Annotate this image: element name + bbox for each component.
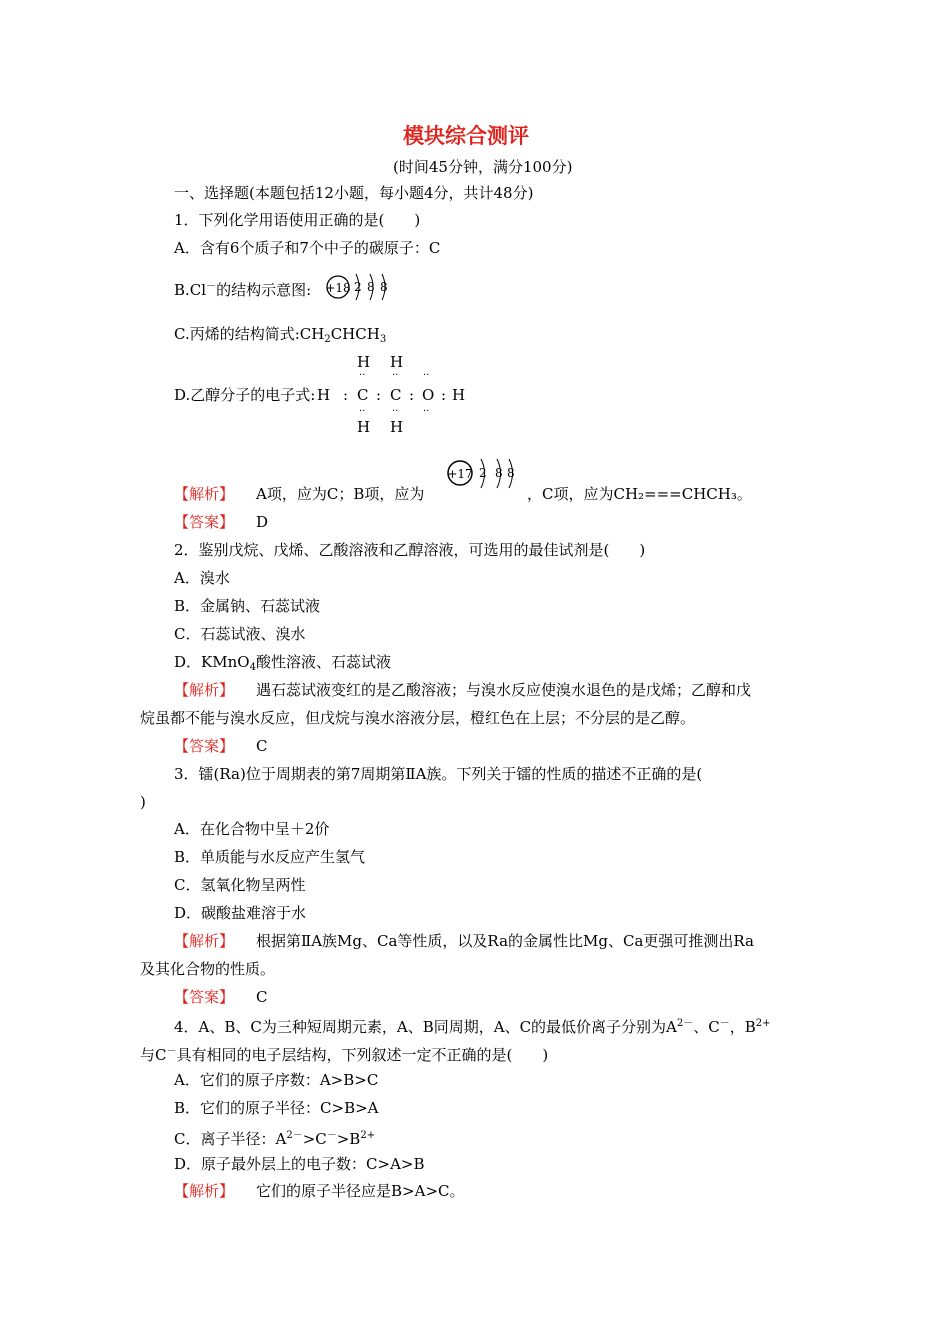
ethanol-bottom-h-2: H bbox=[390, 418, 404, 436]
q2-option-d: D．KMnO$_4$酸性溶液、石蕊试液 bbox=[174, 653, 391, 673]
page-title: 模块综合测评 bbox=[403, 123, 529, 148]
q1-option-c: C.丙烯的结构简式$:CH_2CHCH_3$ bbox=[174, 325, 387, 345]
q3-option-d: D．碳酸盐难溶于水 bbox=[174, 904, 307, 922]
shell-1-count: 2 bbox=[479, 466, 487, 480]
q1-option-d-label: D.乙醇分子的电子式: bbox=[174, 386, 316, 404]
q3-analysis-line1: 【解析】 根据第ⅡA族Mg、Ca等性质，以及Ra的金属性比Mg、Ca更强可推测出Ra bbox=[174, 932, 754, 950]
q3-stem-line2: ) bbox=[140, 793, 146, 811]
section-heading: 一、选择题(本题包括12小题，每小题4分，共计48分) bbox=[174, 184, 534, 202]
q2-analysis-line1: 【解析】 遇石蕊试液变红的是乙酸溶液；与溴水反应使溴水退色的是戊烯；乙醇和戊 bbox=[174, 681, 752, 699]
shell-2-count: 8 bbox=[367, 280, 375, 294]
q1-stem: 1．下列化学用语使用正确的是( ) bbox=[174, 211, 421, 229]
q1-analysis-label: 【解析】 A项，应为C；B项，应为 bbox=[174, 485, 425, 503]
ethanol-c-1: C bbox=[357, 386, 369, 404]
shell-1-count: 2 bbox=[354, 280, 362, 294]
electron-pair-dots: : bbox=[343, 386, 349, 404]
nucleus-label: +18 bbox=[325, 281, 351, 295]
q3-analysis-line2: 及其化合物的性质。 bbox=[140, 960, 276, 978]
ethanol-h-left: H bbox=[317, 386, 331, 404]
page-subtitle: (时间45分钟，满分100分) bbox=[393, 158, 573, 176]
electron-pair-dots: : bbox=[376, 386, 382, 404]
q4-analysis: 【解析】 它们的原子半径应是B>A>C。 bbox=[174, 1182, 465, 1200]
q4-stem-line2: 与C－具有相同的电子层结构，下列叙述一定不正确的是( ) bbox=[140, 1046, 549, 1064]
q4-option-c: C．离子半径：$A^{2-}>C^->B^{2+}$ bbox=[174, 1130, 376, 1148]
q4-stem-line1: 4．A、B、C为三种短周期元素，A、B同周期，A、C的最低价离子分别为$A^{2-}$、C－，$B^{2+}$ bbox=[174, 1018, 771, 1036]
shell-2-count: 8 bbox=[495, 466, 503, 480]
q2-option-c: C．石蕊试液、溴水 bbox=[174, 625, 306, 643]
q2-option-b: B．金属钠、石蕊试液 bbox=[174, 597, 321, 615]
electron-pair-dots: ·· bbox=[392, 406, 399, 417]
electron-pair-dots: ·· bbox=[392, 370, 399, 381]
cl-minus-structure-diagram bbox=[322, 270, 392, 304]
q1-analysis-tail: ，C项，应为CH₂===CHCH₃。 bbox=[527, 485, 752, 503]
q2-answer: 【答案】 C bbox=[174, 737, 268, 755]
electron-pair-dots: ·· bbox=[359, 370, 366, 381]
electron-pair-dots: ·· bbox=[359, 406, 366, 417]
q3-stem-line1: 3．镭(Ra)位于周期表的第7周期第ⅡA族。下列关于镭的性质的描述不正确的是( bbox=[174, 765, 703, 783]
q1-answer: 【答案】 D bbox=[174, 513, 269, 531]
q3-answer: 【答案】 C bbox=[174, 988, 268, 1006]
q3-option-a: A．在化合物中呈＋2价 bbox=[174, 820, 330, 838]
electron-pair-dots: ·· bbox=[423, 406, 430, 417]
q3-option-c: C．氢氧化物呈两性 bbox=[174, 876, 306, 894]
q4-option-d: D．原子最外层上的电子数：C>A>B bbox=[174, 1155, 425, 1173]
q1-option-a: A．含有6个质子和7个中子的碳原子：C bbox=[174, 239, 441, 257]
q4-option-a: A．它们的原子序数：A>B>C bbox=[174, 1071, 379, 1089]
electron-pair-dots: ·· bbox=[423, 370, 430, 381]
q2-stem: 2．鉴别戊烷、戊烯、乙酸溶液和乙醇溶液，可选用的最佳试剂是( ) bbox=[174, 541, 646, 559]
nucleus-label: +17 bbox=[447, 467, 473, 481]
shell-3-count: 8 bbox=[507, 466, 515, 480]
shell-3-count: 8 bbox=[380, 280, 388, 294]
ethanol-o: O bbox=[422, 386, 435, 404]
q3-option-b: B．单质能与水反应产生氢气 bbox=[174, 848, 366, 866]
ethanol-top-h-2: H bbox=[390, 353, 404, 371]
ethanol-top-h-1: H bbox=[357, 353, 371, 371]
q4-option-b: B．它们的原子半径：C>B>A bbox=[174, 1099, 379, 1117]
cl-ion-structure-diagram bbox=[445, 456, 525, 492]
ethanol-c-2: C bbox=[390, 386, 402, 404]
ethanol-bottom-h-1: H bbox=[357, 418, 371, 436]
q2-option-a: A．溴水 bbox=[174, 569, 230, 587]
q2-analysis-line2: 烷虽都不能与溴水反应，但戊烷与溴水溶液分层，橙红色在上层；不分层的是乙醇。 bbox=[140, 709, 696, 727]
electron-pair-dots: : bbox=[409, 386, 415, 404]
ethanol-h-right: H bbox=[452, 386, 466, 404]
electron-pair-dots: : bbox=[441, 386, 447, 404]
q1-option-b: B.Cl－的结构示意图: bbox=[174, 281, 312, 299]
